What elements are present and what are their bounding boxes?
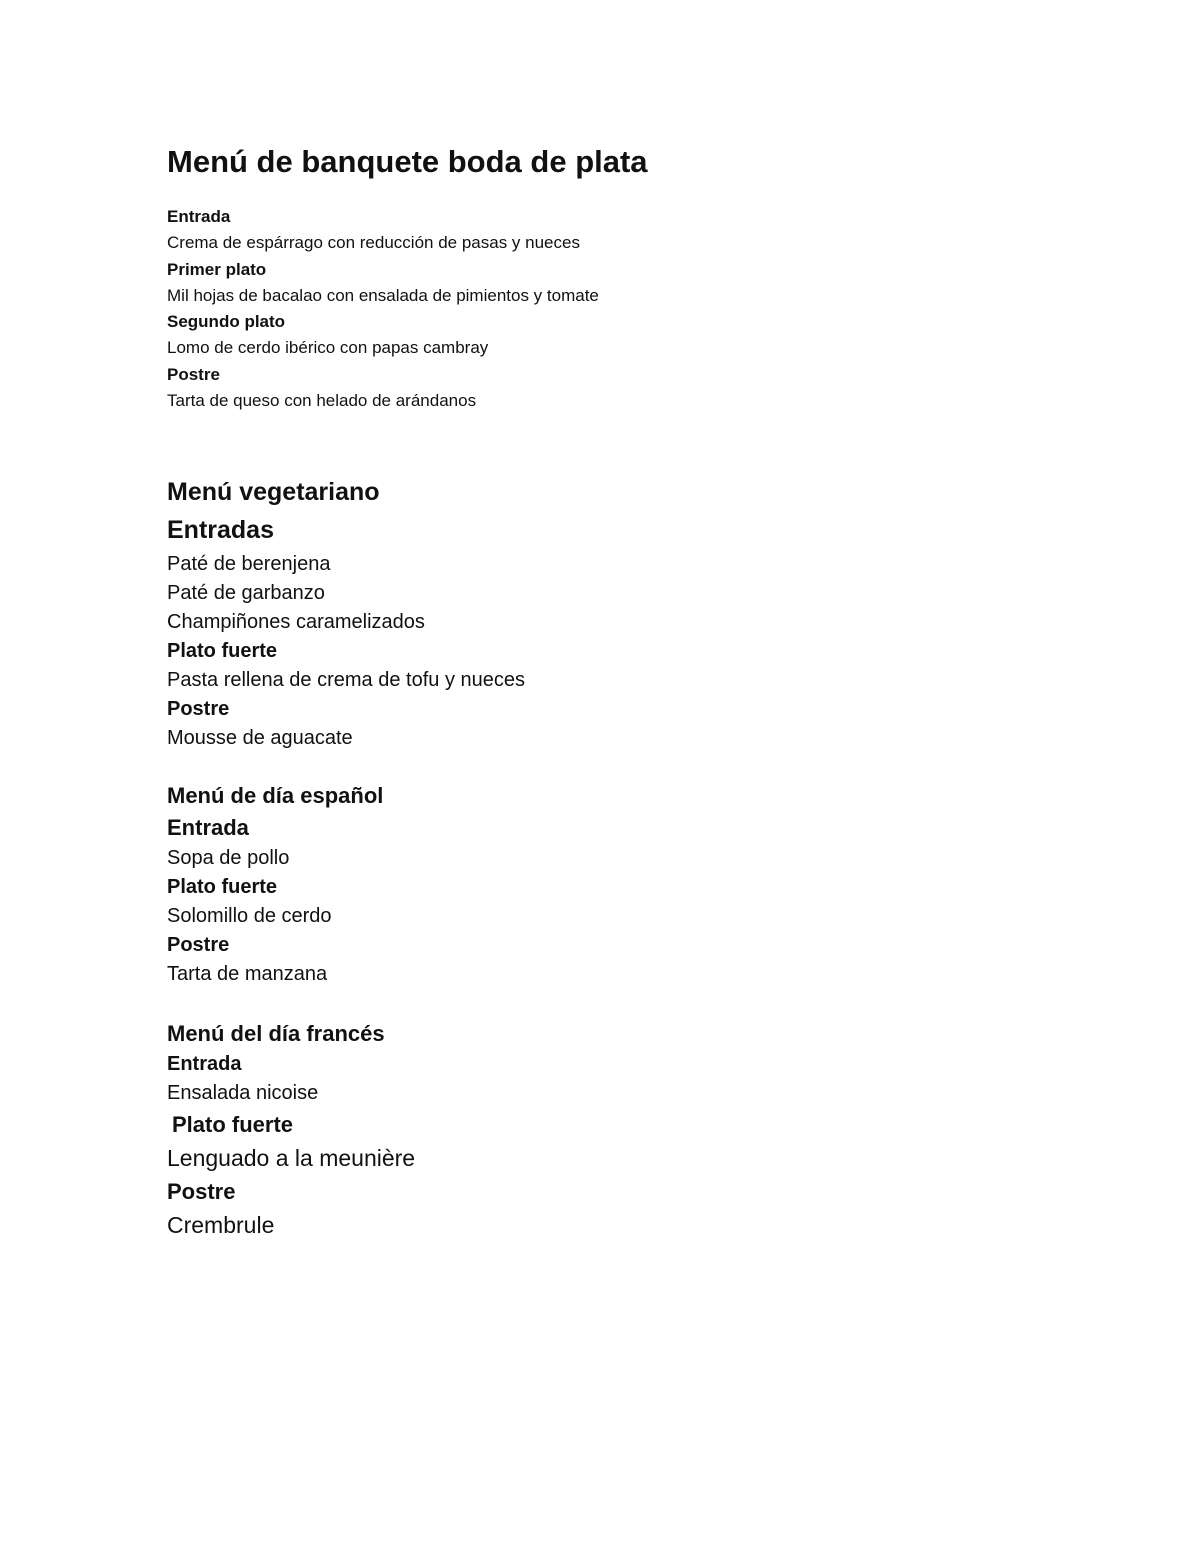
menu-title: Menú vegetariano [167, 478, 380, 506]
menu-title: Menú del día francés [167, 1021, 385, 1046]
menu-vegetariano [167, 474, 1067, 753]
dish-item: Tarta de queso con helado de arándanos [167, 391, 477, 411]
dish-item: Ensalada nicoise [167, 1082, 319, 1104]
course-heading: Postre [167, 698, 230, 720]
course-heading: Entrada [167, 1053, 242, 1075]
menu-title: Menú de día español [167, 783, 384, 808]
menu-del-dia-frances [167, 1018, 1067, 1242]
dish-item: Paté de berenjena [167, 553, 331, 575]
course-heading: Segundo plato [167, 312, 286, 332]
course-heading: Plato fuerte [167, 640, 278, 662]
dish-item: Pasta rellena de crema de tofu y nueces [167, 669, 525, 691]
course-heading: Entrada [167, 207, 231, 226]
course-heading: Plato fuerte [172, 1112, 294, 1137]
course-heading: Postre [167, 364, 220, 384]
menu-de-dia-espanol [167, 780, 1067, 989]
menu-banquete-boda-de-plata [167, 140, 1067, 414]
dish-item: Paté de garbanzo [167, 582, 325, 604]
menu-title: Menú de banquete boda de plata [167, 144, 648, 179]
course-heading: Postre [167, 1179, 236, 1204]
course-heading: Plato fuerte [167, 876, 278, 898]
dish-item: Crembrule [167, 1212, 275, 1238]
dish-item: Lomo de cerdo ibérico con papas cambray [167, 338, 489, 358]
course-heading: Primer plato [167, 259, 267, 279]
course-heading: Entradas [167, 516, 274, 544]
dish-item: Mil hojas de bacalao con ensalada de pimientos y tomate [167, 285, 599, 305]
dish-item: Solomillo de cerdo [167, 905, 332, 927]
dish-item: Champiñones caramelizados [167, 611, 425, 633]
dish-item: Crema de espárrago con reducción de pasas y nueces [167, 233, 580, 253]
dish-item: Sopa de pollo [167, 847, 290, 869]
dish-item: Mousse de aguacate [167, 727, 353, 749]
dish-item: Tarta de manzana [167, 963, 328, 985]
course-heading: Postre [167, 934, 230, 956]
dish-item: Lenguado a la meunière [167, 1145, 416, 1171]
course-heading: Entrada [167, 815, 249, 840]
